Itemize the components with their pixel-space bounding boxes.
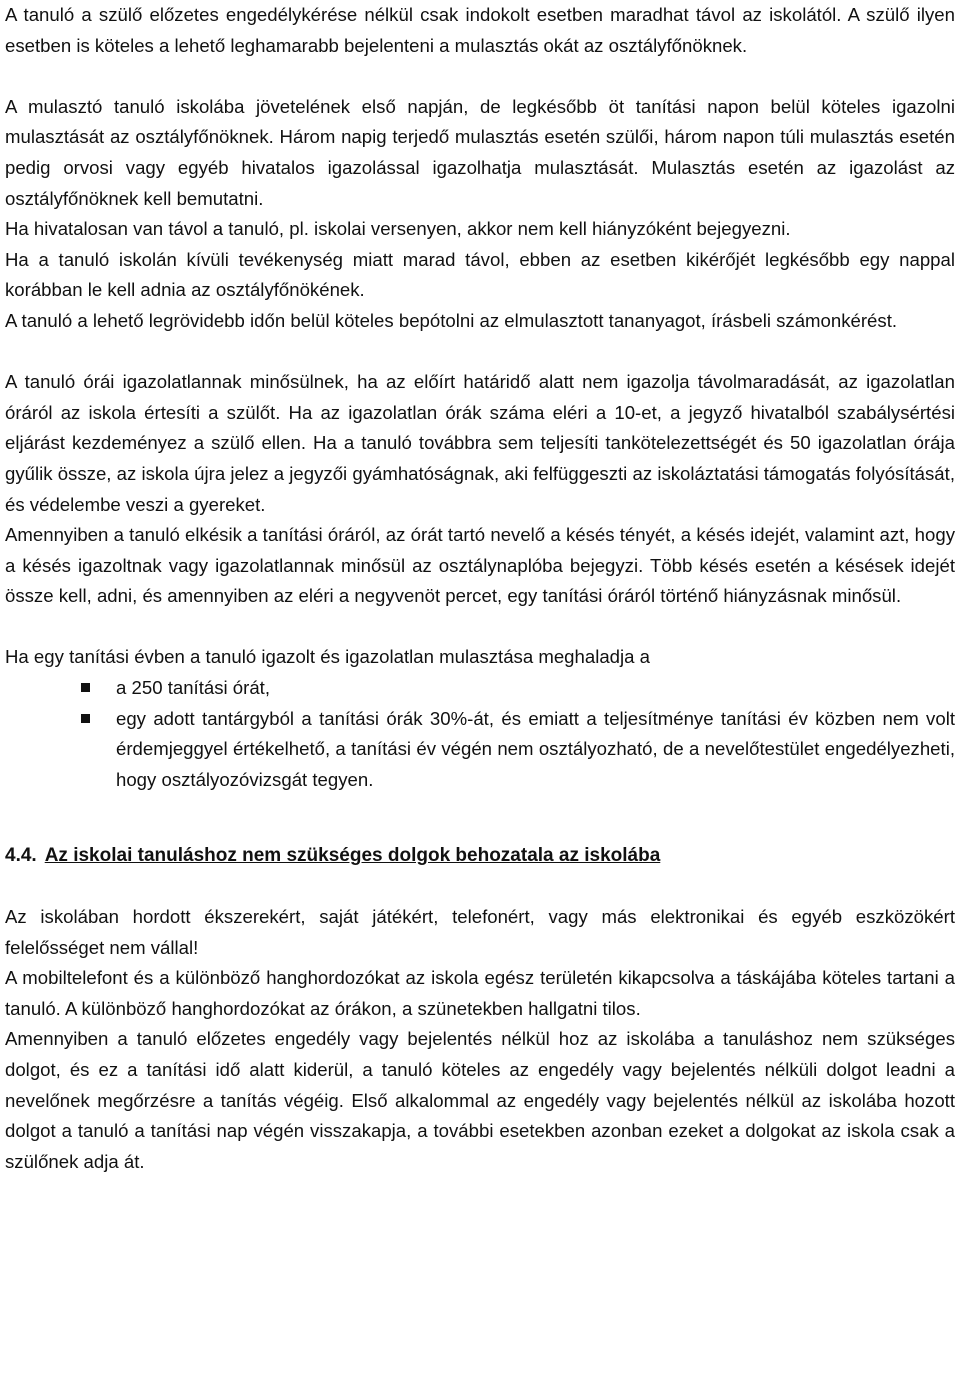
paragraph-mobile-phones: A mobiltelefont és a különböző hanghordozókat az iskola egész területén kikapcsolva a táskájába köteles tartani a tanuló. A különböző hanghordozókat az órákon, a szünetekben hallgatni tilos. bbox=[5, 967, 955, 1019]
list-item-text: egy adott tantárgyból a tanítási órák 30%-át, és emiatt a teljesítménye tanítási év közben nem volt érdemjeggyel értékelhető, a tanítási év végén nem osztályozható, de a nevelőtestület engedélyezheti, hogy osztályozóvizsgát tegyen. bbox=[116, 707, 955, 790]
square-bullet-icon bbox=[81, 683, 90, 692]
spacer bbox=[5, 871, 955, 902]
paragraph-external-activity: Ha a tanuló iskolán kívüli tevékenység miatt marad távol, ebben az esetben kikérőjét legkésőbb egy nappal korábban le kell adnia az osztályfőnökének. bbox=[5, 248, 955, 301]
spacer bbox=[5, 795, 955, 841]
square-bullet-icon bbox=[81, 714, 90, 723]
spacer bbox=[5, 61, 955, 92]
paragraph-lateness: Amennyiben a tanuló elkésik a tanítási óráról, az órát tartó nevelő a késés tényét, a késés idejét, valamint azt, hogy a késés igazoltnak vagy igazolatlannak minősül az osztálynaplóba bejegyzi. Több késés esetén a késések idejét össze kell, adni, és amennyiben az eléri a negyvenöt percet, egy tanítási óráról történő hiányzásnak minősül. bbox=[5, 524, 955, 607]
paragraph-unexcused-hours: A tanuló órái igazolatlannak minősülnek, ha az előírt határidő alatt nem igazolja távolmaradását, az igazolatlan óráról az iskola értesíti a szülőt. Ha az igazolatlan órák száma eléri a 10-et, a jegyző hivatalból szabálysértési eljárást kezdeményez a szülő ellen. Ha a tanuló továbbra sem teljesíti tankötelezettségét és 50 igazolatlan órája gyűlik össze, az iskola újra jelez a jegyzői gyámhatóságnak, aki felfüggeszti az iskoláztatási támogatás folyósítását, és védelembe veszi a gyereket. bbox=[5, 371, 955, 515]
document-page bbox=[5, 0, 955, 1177]
paragraph-threshold-intro: Ha egy tanítási évben a tanuló igazolt és igazolatlan mulasztása meghaladja a bbox=[5, 646, 650, 668]
paragraph-catch-up: A tanuló a lehető legrövidebb időn belül köteles bepótolni az elmulasztott tananyagot, írásbeli számonkérést. bbox=[5, 309, 898, 331]
paragraph-absence-permission: A tanuló a szülő előzetes engedélykérése nélkül csak indokolt esetben maradhat távol az iskolától. A szülő ilyen esetben is köteles a lehető leghamarabb bejelenteni a mulasztás okát az osztályfőnöknek. bbox=[5, 4, 955, 56]
paragraph-official-absence: Ha hivatalosan van távol a tanuló, pl. iskolai versenyen, akkor nem kell hiányzóként bejegyezni. bbox=[5, 218, 791, 240]
paragraph-confiscation: Amennyiben a tanuló előzetes engedély vagy bejelentés nélkül hoz az iskolába a tanuláshoz nem szükséges dolgot, és ez a tanítási idő alatt kiderül, a tanuló köteles az engedély vagy bejelentés nélküli dolgot leadni a nevelőnek megőrzésre a tanítás végéig. Első alkalommal az engedély vagy bejelentés nélkül az iskolába hozott dolgot a tanuló a tanítási nap végén visszakapja, a további esetekben azonban ezeket a dolgokat az iskola csak a szülőnek adja át. bbox=[5, 1028, 955, 1172]
paragraph-liability: Az iskolában hordott ékszerekért, saját játékért, telefonért, vagy más elektronikai és egyéb eszközökért felelősséget nem vállal! bbox=[5, 906, 955, 958]
list-item-text: a 250 tanítási órát, bbox=[116, 677, 271, 699]
list-item bbox=[5, 704, 955, 796]
spacer bbox=[5, 612, 955, 643]
paragraph-absence-justification: A mulasztó tanuló iskolába jövetelének első napján, de legkésőbb öt tanítási napon belül köteles igazolni mulasztását az osztályfőnöknek. Három napig terjedő mulasztás esetén szülői, három napon túli mulasztás esetén pedig orvosi vagy egyéb hivatalos igazolással igazolhatja mulasztását. Mulasztás esetén az igazolást az osztályfőnöknek kell bemutatni. bbox=[5, 95, 955, 209]
spacer bbox=[5, 337, 955, 368]
section-heading bbox=[5, 841, 955, 871]
section-title: Az iskolai tanuláshoz nem szükséges dolgok behozatala az iskolába bbox=[44, 845, 661, 867]
threshold-list bbox=[5, 673, 955, 795]
list-item bbox=[5, 673, 955, 704]
section-number: 4.4. bbox=[5, 845, 37, 867]
